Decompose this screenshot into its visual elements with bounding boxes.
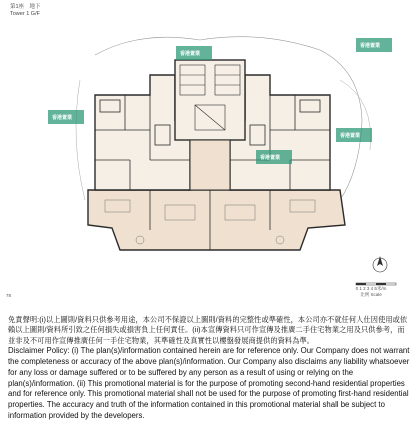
- north-arrow-icon: [373, 256, 387, 272]
- scale-unit: 0 1 2 3 4 5米/m: [355, 286, 387, 291]
- page-number: 78: [6, 293, 12, 298]
- living-area-fill: [88, 190, 345, 250]
- svg-text:香港置業: 香港置業: [52, 115, 73, 121]
- svg-text:香港置業: 香港置業: [180, 51, 201, 57]
- tower-label-en: Tower 1 G/F: [10, 11, 40, 17]
- svg-text:香港置業: 香港置業: [360, 43, 381, 49]
- watermark-logo: [48, 110, 84, 124]
- watermark-logo: [176, 46, 212, 60]
- svg-text:香港置業: 香港置業: [340, 133, 361, 139]
- scale-labels: [341, 286, 401, 298]
- tower-label-zh: 第1座 地下: [10, 4, 41, 10]
- watermark-logo: [256, 150, 292, 164]
- watermark-logo: [356, 38, 392, 52]
- disclaimer-en: Disclaimer Policy: (i) The plan(s)/information contained herein are for reference only. Our Company does not warrant the completeness or accuracy of the above plan(s)/information. Our Company also disclaims any liability whatsoever for any loss or damage suffered or to be suffered by any person as a result of using or relying on the plan(s)/information. (ii) This promotional material is for the purpose of promoting second-hand residential properties and for reference only. This promotional material shall not be used for the purpose of promoting first-hand residential properties. The accuracy and truth of the information contained in this promotional material shall be subject to information provided by the developers.: [8, 346, 410, 420]
- garden-line: [76, 80, 85, 200]
- scale-label: 比例 Scale: [360, 292, 382, 297]
- scale-bar: [356, 283, 396, 285]
- lobby: [190, 140, 230, 190]
- watermark-logo: [336, 128, 372, 142]
- core-outline: [175, 60, 245, 140]
- disclaimer-zh: 免責聲明:(i)以上圖則/資料只供參考用途，本公司不保證以上圖則/資料的完整性或準確性，本公司亦不就任何人仕因使用或依賴以上圖則/資料所引致之任何損失或損害負上任何責任。(ii)本宣傳資料只可作宣傳及推廣二手住宅物業之用及只供參考，而並非及不可用作宣傳推廣任何一手住宅物業，其準確性及真實性以樓盤發展商提供的資料為準。: [8, 315, 408, 345]
- disclaimer: [8, 315, 411, 422]
- svg-text:香港置業: 香港置業: [260, 155, 281, 161]
